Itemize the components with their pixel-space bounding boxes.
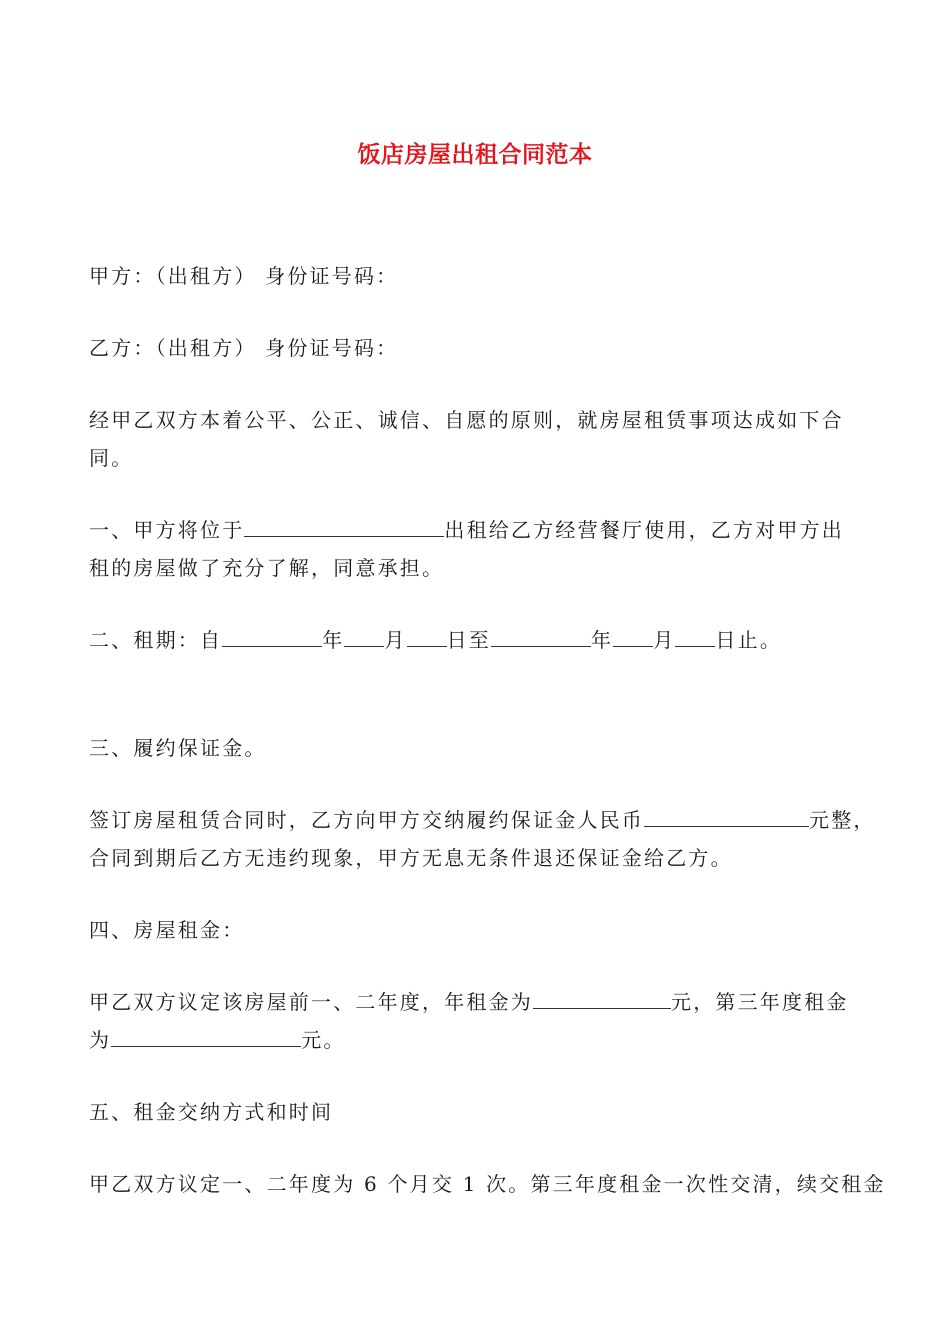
start-day-blank[interactable] [407, 628, 447, 647]
month-label: 月 [384, 628, 407, 652]
clause-3-line-2: 合同到期后乙方无违约现象，甲方无息无条件退还保证金给乙方。 [89, 846, 733, 870]
party-a-line: 甲方：（出租方） 身份证号码： [89, 264, 399, 288]
end-year-blank[interactable] [491, 628, 591, 647]
document-title: 饭店房屋出租合同范本 [357, 142, 593, 168]
deposit-text: 签订房屋租赁合同时，乙方向甲方交纳履约保证金人民币 [89, 808, 644, 832]
preamble-line-1: 经甲乙双方本着公平、公正、诚信、自愿的原则，就房屋租赁事项达成如下合 [89, 408, 844, 432]
clause-5-heading: 五、租金交纳方式和时间 [89, 1100, 334, 1124]
start-year-blank[interactable] [222, 628, 322, 647]
year-label: 年 [322, 628, 345, 652]
clause-1-line-2: 租的房屋做了充分了解，同意承担。 [89, 556, 445, 580]
day-end-label: 日止。 [715, 628, 783, 652]
rent-unit: 元。 [301, 1028, 346, 1052]
start-month-blank[interactable] [344, 628, 384, 647]
clause-1-line-1 [89, 518, 844, 542]
deposit-unit: 元整， [809, 808, 876, 832]
clause-1-text-a: 一、甲方将位于 [89, 518, 245, 542]
end-day-blank[interactable] [675, 628, 715, 647]
location-blank[interactable] [244, 518, 444, 537]
annual-rent-blank[interactable] [533, 990, 671, 1009]
rent-text-b: 元，第三年度租金 [671, 990, 849, 1014]
third-year-rent-blank[interactable] [111, 1028, 301, 1047]
month-label-2: 月 [653, 628, 676, 652]
year-label-2: 年 [591, 628, 614, 652]
clause-3-heading: 三、履约保证金。 [89, 736, 267, 760]
clause-4-heading: 四、房屋租金： [89, 918, 245, 942]
clause-3-line-1 [89, 808, 876, 832]
rent-text: 甲乙双方议定该房屋前一、二年度，年租金为 [89, 990, 533, 1014]
end-month-blank[interactable] [613, 628, 653, 647]
party-b-line: 乙方：（出租方） 身份证号码： [89, 336, 399, 360]
clause-2-line [89, 628, 782, 652]
deposit-amount-blank[interactable] [644, 808, 809, 827]
clause-5-line-1: 甲乙双方议定一、二年度为 6 个月交 1 次。第三年度租金一次性交清，续交租金 [89, 1172, 886, 1196]
clause-4-line-2 [89, 1028, 346, 1052]
clause-1-text-b: 出租给乙方经营餐厅使用，乙方对甲方出 [444, 518, 845, 542]
day-to-label: 日至 [446, 628, 492, 652]
clause-4-line-1 [89, 990, 849, 1014]
term-prefix: 二、租期：自 [89, 628, 223, 652]
rent-prefix: 为 [89, 1028, 112, 1052]
preamble-line-2: 同。 [89, 446, 134, 470]
